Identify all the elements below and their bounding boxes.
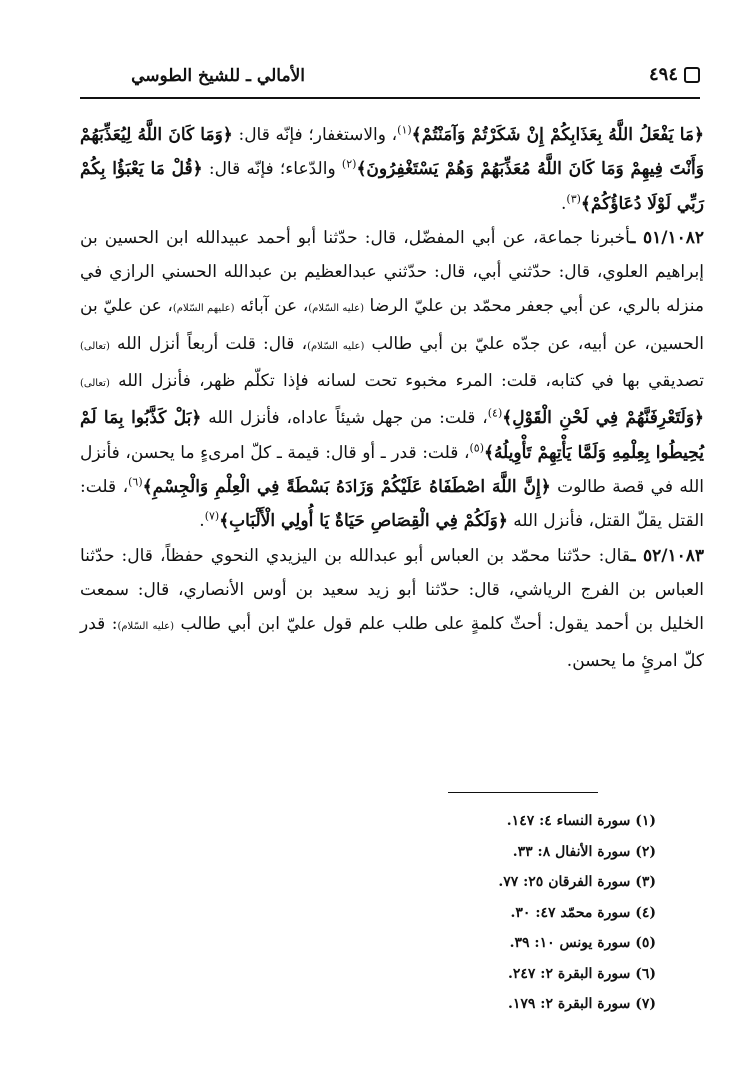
quran-verse: ﴿مَا يَفْعَلُ اللَّهُ بِعَذَابِكُمْ إِنْ شَكَرْتُمْ وَآمَنْتُمْ﴾ — [411, 125, 704, 145]
text-run: . — [561, 193, 567, 214]
text-run: ، عن آبائه — [234, 296, 309, 317]
footnote-ref: (٤) — [487, 406, 503, 420]
footnote-item: (٤) سورة محمّد ٤٧: ٣٠. — [510, 904, 656, 921]
footnote-ref: (٥) — [469, 441, 484, 455]
text-run: . — [199, 511, 205, 532]
blessing-note: (تعالى) — [80, 378, 110, 390]
text-run: : قدر كلّ امرئٍ ما يحسن. — [80, 614, 704, 672]
paragraph-continuation — [80, 118, 704, 221]
quran-verse: ﴿وَلَكُمْ فِي الْقِصَاصِ حَيَاةٌ يَا أُولِي الْأَلْبَابِ﴾ — [219, 511, 508, 532]
page-header — [80, 60, 700, 94]
header-divider — [80, 97, 700, 99]
footnote-ref: (٣) — [566, 191, 581, 205]
quran-verse: ﴿وَلَتَعْرِفَنَّهُمْ فِي لَحْنِ الْقَوْلِ﴾ — [502, 408, 704, 429]
text-run: والدّعاء؛ فإنّه قال: — [202, 159, 342, 180]
footnote-divider — [448, 792, 598, 793]
hadith-paragraph — [80, 539, 704, 679]
text-run: ، قلت: القتل يقلّ القتل، فأنزل الله — [80, 476, 704, 532]
footnote-ref: (١) — [397, 123, 412, 137]
blessing-note: (تعالى) — [80, 340, 110, 352]
page-number-block — [649, 64, 700, 85]
text-run: قال: حدّثنا محمّد بن العباس أبو عبدالله بن اليزيدي النحوي حفظاً، قال: حدّثنا العباس بن الفرج الرياشي، قال: حدّثنا أبو زيد سعيد بن أوس الأنصاري، قال: سمعت الخليل بن أحمد يقول: أحثّ كلمةٍ على طلب علم قول عليّ ابن أبي طالب — [80, 545, 705, 635]
text-run: ، قلت: قدر ـ أو قال: قيمة ـ كلّ امرىءٍ ما يحسن، فأنزل الله في قصة طالوت — [80, 442, 705, 497]
hadith-number: ٥١/١٠٨٢ ـ — [630, 227, 704, 248]
quran-verse: ﴿بَلْ كَذَّبُوا بِمَا لَمْ يُحِيطُوا بِعِلْمِهِ وَلَمَّا يَأْتِهِمْ تَأْوِيلُهُ﴾ — [80, 408, 704, 463]
quran-verse: ﴿وَمَا كَانَ اللَّهُ لِيُعَذِّبَهُمْ وَأَنْتَ فِيهِمْ وَمَا كَانَ اللَّهُ مُعَذِّبَهُمْ وَهُمْ يَسْتَغْفِرُونَ﴾ — [80, 125, 704, 180]
text-run: ، والاستغفار؛ فإنّه قال: — [232, 125, 398, 145]
footnotes-list — [300, 806, 656, 1020]
quran-verse: ﴿إِنَّ اللَّهَ اصْطَفَاهُ عَلَيْكُمْ وَزَادَهُ بَسْطَةً فِي الْعِلْمِ وَالْجِسْمِ﴾ — [142, 476, 551, 497]
blessing-note: (عليه السّلام) — [307, 340, 365, 352]
text-run: ، عن عليّ بن الحسين، عن أبيه، عن جدّه عليّ بن أبي طالب — [80, 296, 705, 354]
page-marker-icon — [684, 67, 700, 83]
footnote-ref: (٧) — [204, 509, 220, 523]
main-text — [80, 118, 704, 679]
blessing-note: (عليهم السّلام) — [172, 303, 235, 315]
quran-verse: ﴿قُلْ مَا يَعْبَؤُا بِكُمْ رَبِّي لَوْلَا دُعَاؤُكُمْ﴾ — [80, 159, 704, 214]
running-title: الأمالي ـ للشيخ الطوسي — [131, 66, 305, 86]
footnote-item: (٥) سورة يونس ١٠: ٣٩. — [509, 935, 656, 951]
page-number: ٤٩٤ — [648, 64, 678, 85]
footnote-ref: (٢) — [341, 157, 357, 171]
footnote-item: (٧) سورة البقرة ٢: ١٧٩. — [508, 996, 656, 1012]
text-run: ، قلت: من جهل شيئاً عاداه، فأنزل الله — [201, 408, 488, 429]
text-run: تصديقي بها في كتابه، قلت: المرء مخبوء تحت لسانه فإذا تكلّم ظهر، فأنزل الله — [109, 371, 704, 392]
hadith-paragraph — [80, 221, 704, 539]
hadith-number: ٥٢/١٠٨٣ ـ — [630, 545, 704, 566]
footnote-item: (١) سورة النساء ٤: ١٤٧. — [506, 813, 656, 829]
footnote-ref: (٦) — [128, 475, 143, 489]
text-run: أخبرنا جماعة، عن أبي المفضّل، قال: حدّثنا أبو أحمد عبيدالله ابن الحسين بن إبراهيم العلوي، قال: حدّثني أبي، قال: حدّثني عبدالعظيم بن عبدالله الحسني الرازي في منزله بالري، عن أبي جعفر محمّد بن عليّ الرضا — [80, 227, 704, 317]
footnote-item: (٣) سورة الفرقان ٢٥: ٧٧. — [498, 874, 656, 890]
text-run: ، قال: قلت أربعاً أنزل الله — [109, 333, 308, 354]
footnote-item: (٦) سورة البقرة ٢: ٢٤٧. — [508, 965, 656, 982]
footnote-item: (٢) سورة الأنفال ٨: ٣٣. — [512, 843, 656, 860]
blessing-note: (عليه السّلام) — [308, 303, 364, 315]
blessing-note: (عليه السّلام) — [117, 621, 175, 633]
